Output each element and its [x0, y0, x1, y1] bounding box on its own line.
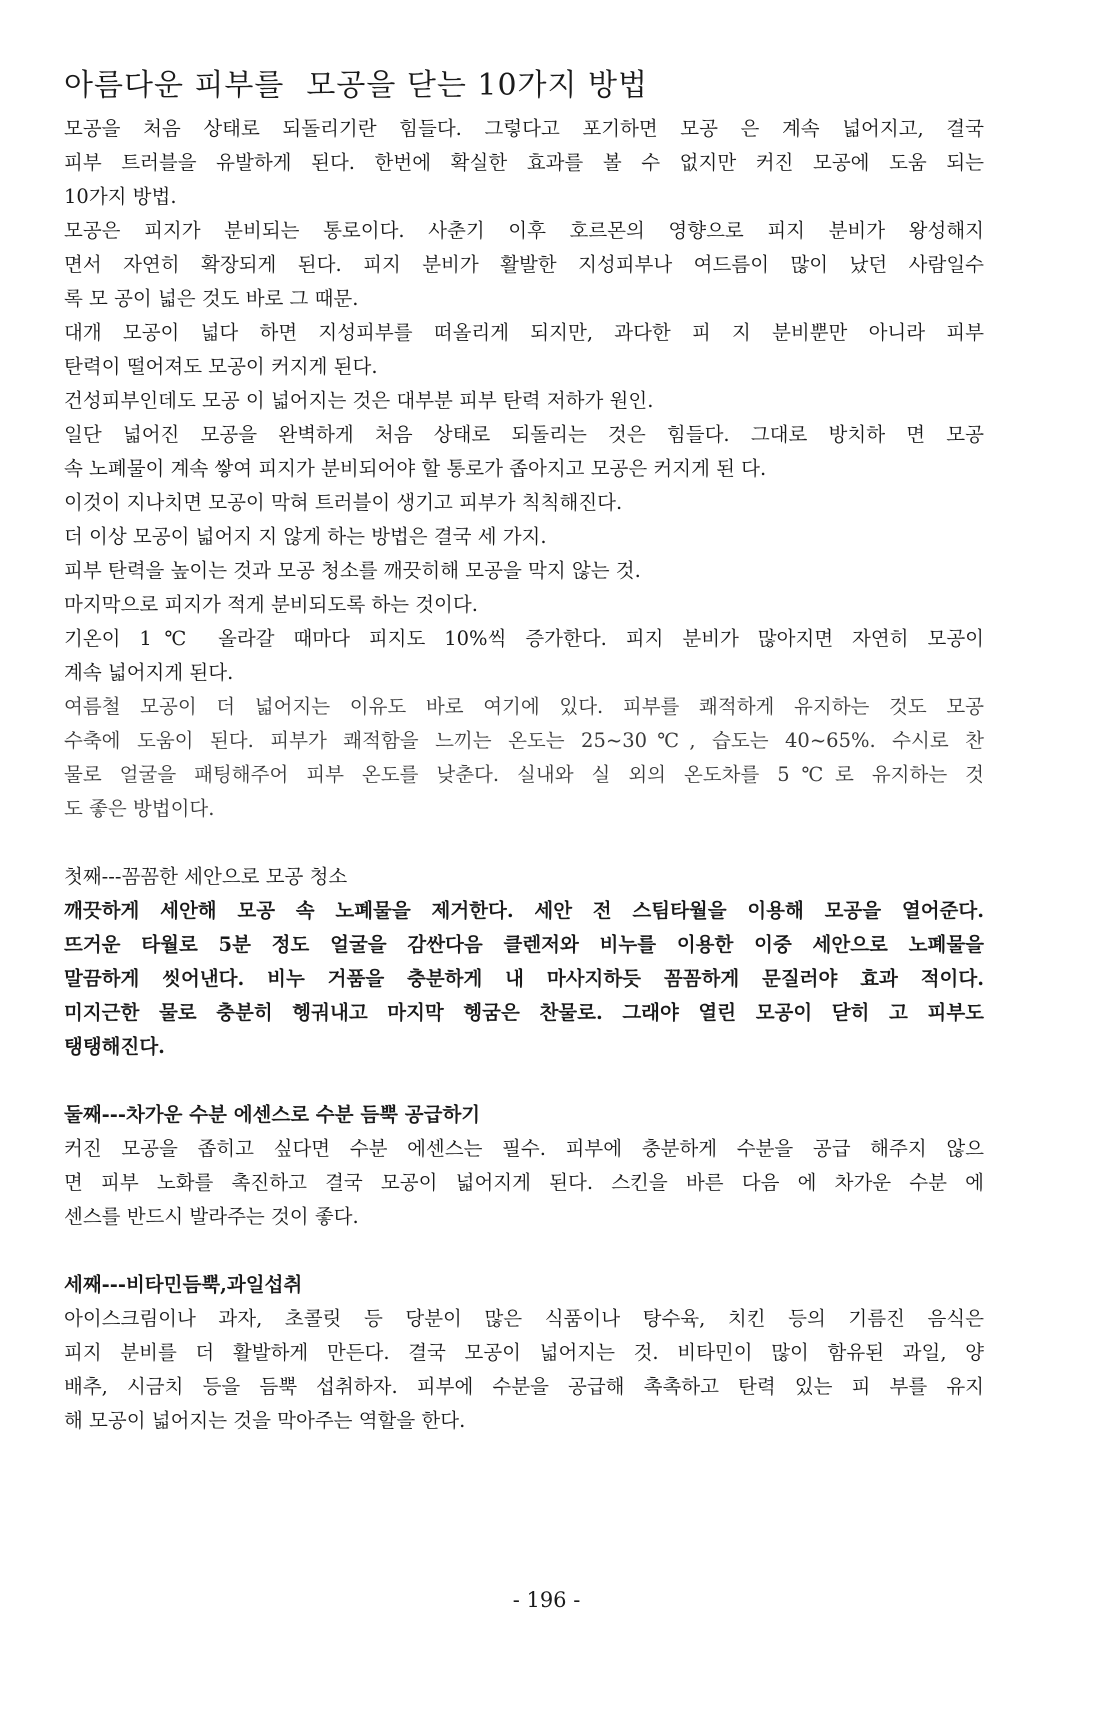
document-page: [64, 66, 984, 1438]
intro-line: 10가지 방법.: [64, 185, 177, 208]
title-part-2: 모공을 닫는 10가지 방법: [306, 68, 649, 103]
intro-line: 여름철 모공이 더 넓어지는 이유도 바로 여기에 있다. 피부를 쾌적하게 유지하는 것도 모공: [64, 695, 984, 718]
section-2-line: 커진 모공을 좁히고 싶다면 수분 에센스는 필수. 피부에 충분하게 수분을 공급 해주지 않으: [64, 1137, 984, 1160]
intro-line: 피부 트러블을 유발하게 된다. 한번에 확실한 효과를 볼 수 없지만 커진 모공에 도움 되는: [64, 151, 984, 174]
section-2-line: 면 피부 노화를 촉진하고 결국 모공이 넓어지게 된다. 스킨을 바른 다음 에 차가운 수분 에: [64, 1171, 984, 1194]
section-1-heading: 첫째---꼼꼼한 세안으로 모공 청소: [64, 865, 348, 888]
intro-line: 기온이 1℃ 올라갈 때마다 피지도 10%씩 증가한다. 피지 분비가 많아지면 자연히 모공이: [64, 627, 984, 650]
page-number: - 196 -: [512, 1588, 581, 1612]
intro-line: 일단 넓어진 모공을 완벽하게 처음 상태로 되돌리는 것은 힘들다. 그대로 방치하 면 모공: [64, 423, 984, 446]
section-3-line: 피지 분비를 더 활발하게 만든다. 결국 모공이 넓어지는 것. 비타민이 많이 함유된 과일, 양: [64, 1341, 984, 1364]
intro-line: 피부 탄력을 높이는 것과 모공 청소를 깨끗히해 모공을 막지 않는 것.: [64, 559, 641, 582]
intro-line: 건성피부인데도 모공 이 넓어지는 것은 대부분 피부 탄력 저하가 원인.: [64, 389, 654, 412]
section-1-line: 미지근한 물로 충분히 헹궈내고 마지막 헹굼은 찬물로. 그래야 열린 모공이 닫히 고 피부도: [64, 1001, 984, 1024]
document-title: [64, 66, 984, 106]
section-2-heading: 둘째---차가운 수분 에센스로 수분 듬뿍 공급하기: [64, 1103, 481, 1126]
intro-line: 탄력이 떨어져도 모공이 커지게 된다.: [64, 355, 378, 378]
section-1-line: 깨끗하게 세안해 모공 속 노폐물을 제거한다. 세안 전 스팀타월을 이용해 모공을 열어준다.: [64, 899, 984, 922]
intro-line: 속 노폐물이 계속 쌓여 피지가 분비되어야 할 통로가 좁아지고 모공은 커지게 된 다.: [64, 457, 767, 480]
intro-paragraphs: [64, 112, 984, 826]
section-1-line: 뜨거운 타월로 5분 정도 얼굴을 감싼다음 클렌저와 비누를 이용한 이중 세안으로 노폐물을: [64, 933, 984, 956]
section-1-line: 탱탱해진다.: [64, 1035, 165, 1058]
intro-line: 물로 얼굴을 패팅해주어 피부 온도를 낮춘다. 실내와 실 외의 온도차를 5℃로 유지하는 것: [64, 763, 984, 786]
intro-line: 모공은 피지가 분비되는 통로이다. 사춘기 이후 호르몬의 영향으로 피지 분비가 왕성해지: [64, 219, 984, 242]
intro-line: 이것이 지나치면 모공이 막혀 트러블이 생기고 피부가 칙칙해진다.: [64, 491, 623, 514]
intro-line: 마지막으로 피지가 적게 분비되도록 하는 것이다.: [64, 593, 478, 616]
intro-line: 더 이상 모공이 넓어지 지 않게 하는 방법은 결국 세 가지.: [64, 525, 547, 548]
section-3-line: 아이스크림이나 과자, 초콜릿 등 당분이 많은 식품이나 탕수육, 치킨 등의 기름진 음식은: [64, 1307, 984, 1330]
title-part-1: 아름다운 피부를: [64, 68, 285, 103]
section-3-heading: 세째---비타민듬뿍,과일섭취: [64, 1273, 303, 1296]
intro-line: 수축에 도움이 된다. 피부가 쾌적함을 느끼는 온도는 25~30℃, 습도는 40~65%. 수시로 찬: [64, 729, 984, 752]
intro-line: 계속 넓어지게 된다.: [64, 661, 234, 684]
section-1: [64, 860, 984, 1064]
intro-line: 대개 모공이 넓다 하면 지성피부를 떠올리게 되지만, 과다한 피 지 분비뿐만 아니라 피부: [64, 321, 984, 344]
section-2-line: 센스를 반드시 발라주는 것이 좋다.: [64, 1205, 359, 1228]
section-3-line: 해 모공이 넓어지는 것을 막아주는 역할을 한다.: [64, 1409, 466, 1432]
section-2: [64, 1098, 984, 1234]
intro-line: 록 모 공이 넓은 것도 바로 그 때문.: [64, 287, 359, 310]
section-3: [64, 1268, 984, 1438]
section-3-line: 배추, 시금치 등을 듬뿍 섭취하자. 피부에 수분을 공급해 촉촉하고 탄력 있는 피 부를 유지: [64, 1375, 984, 1398]
intro-line: 면서 자연히 확장되게 된다. 피지 분비가 활발한 지성피부나 여드름이 많이 났던 사람일수: [64, 253, 984, 276]
intro-line: 모공을 처음 상태로 되돌리기란 힘들다. 그렇다고 포기하면 모공 은 계속 넓어지고, 결국: [64, 117, 984, 140]
intro-line: 도 좋은 방법이다.: [64, 797, 215, 820]
section-1-line: 말끔하게 씻어낸다. 비누 거품을 충분하게 내 마사지하듯 꼼꼼하게 문질러야 효과 적이다.: [64, 967, 984, 990]
